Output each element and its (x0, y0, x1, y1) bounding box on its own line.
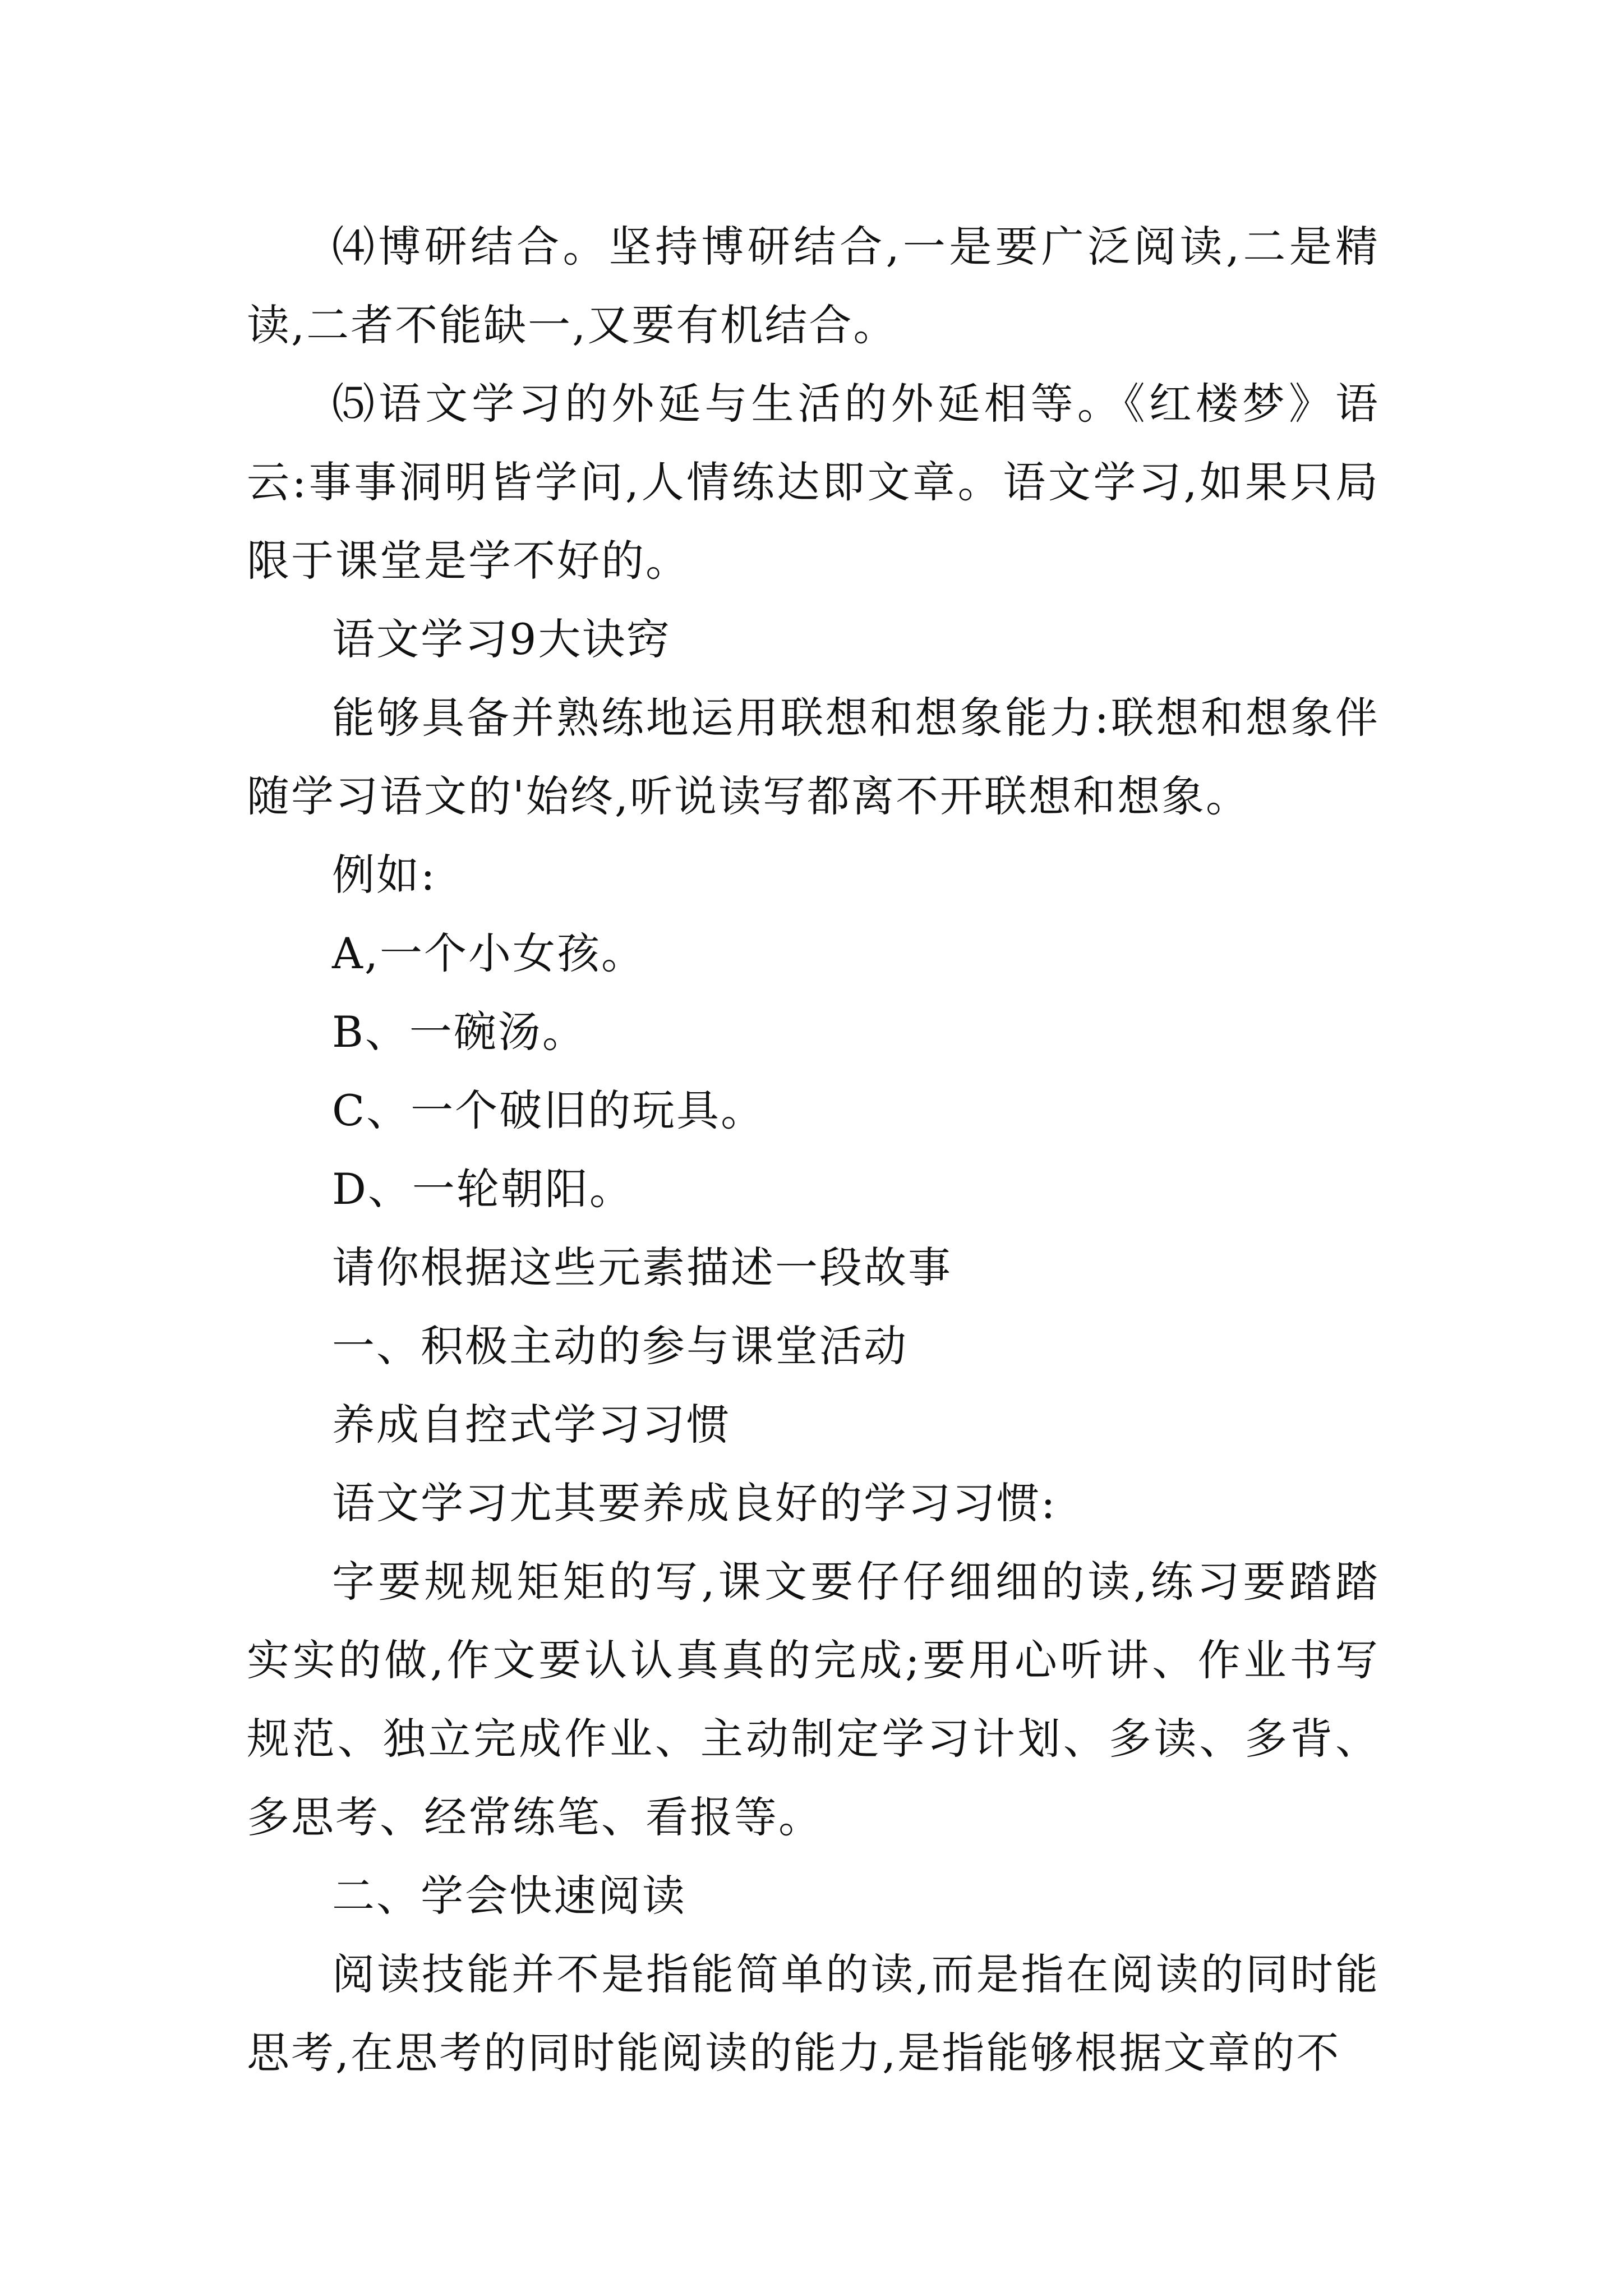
paragraph-fast-reading: 阅读技能并不是指能简单的读,而是指在阅读的同时能思考,在思考的同时能阅读的能力,是指能够根据文章的不 (247, 1949, 1380, 2078)
paragraph-lianxiang-xiangxiang: 能够具备并熟练地运用联想和想象能力:联想和想象伴随学习语文的'始终,听说读写都离不开联想和想象。 (247, 693, 1380, 821)
list-item-a: A,一个小女孩。 (332, 928, 646, 978)
list-item-b: B、一碗汤。 (332, 1007, 587, 1057)
paragraph-habits-intro: 语文学习尤其要养成良好的学习习惯: (332, 1478, 1057, 1528)
subheading-self-control: 养成自控式学习习惯 (332, 1400, 731, 1450)
list-item-c: C、一个破旧的玩具。 (332, 1085, 766, 1135)
paragraph-boyan-jiehe: ⑷博研结合。坚持博研结合,一是要广泛阅读,二是精读,二者不能缺一,又要有机结合。 (247, 222, 1380, 350)
section-heading-two: 二、学会快速阅读 (332, 1871, 686, 1921)
paragraph-habits-detail: 字要规规矩矩的写,课文要仔仔细细的读,练习要踏踏实实的做,作文要认认真真的完成;要用心听讲、作业书写规范、独立完成作业、主动制定学习计划、多读、多背、多思考、经常练笔、看报等。 (247, 1557, 1380, 1842)
paragraph-prompt-story: 请你根据这些元素描述一段故事 (332, 1243, 952, 1292)
section-heading-nine-tips: 语文学习9大诀窍 (332, 614, 671, 664)
paragraph-liru: 例如: (332, 850, 437, 900)
section-heading-one: 一、积极主动的参与课堂活动 (332, 1321, 908, 1371)
document-body (247, 208, 1380, 2092)
list-item-d: D、一轮朝阳。 (332, 1164, 634, 1214)
paragraph-waiyan-shenghuo: ⑸语文学习的外延与生活的外延相等。《红楼梦》语云:事事洞明皆学问,人情练达即文章。语文学习,如果只局限于课堂是学不好的。 (247, 379, 1380, 586)
